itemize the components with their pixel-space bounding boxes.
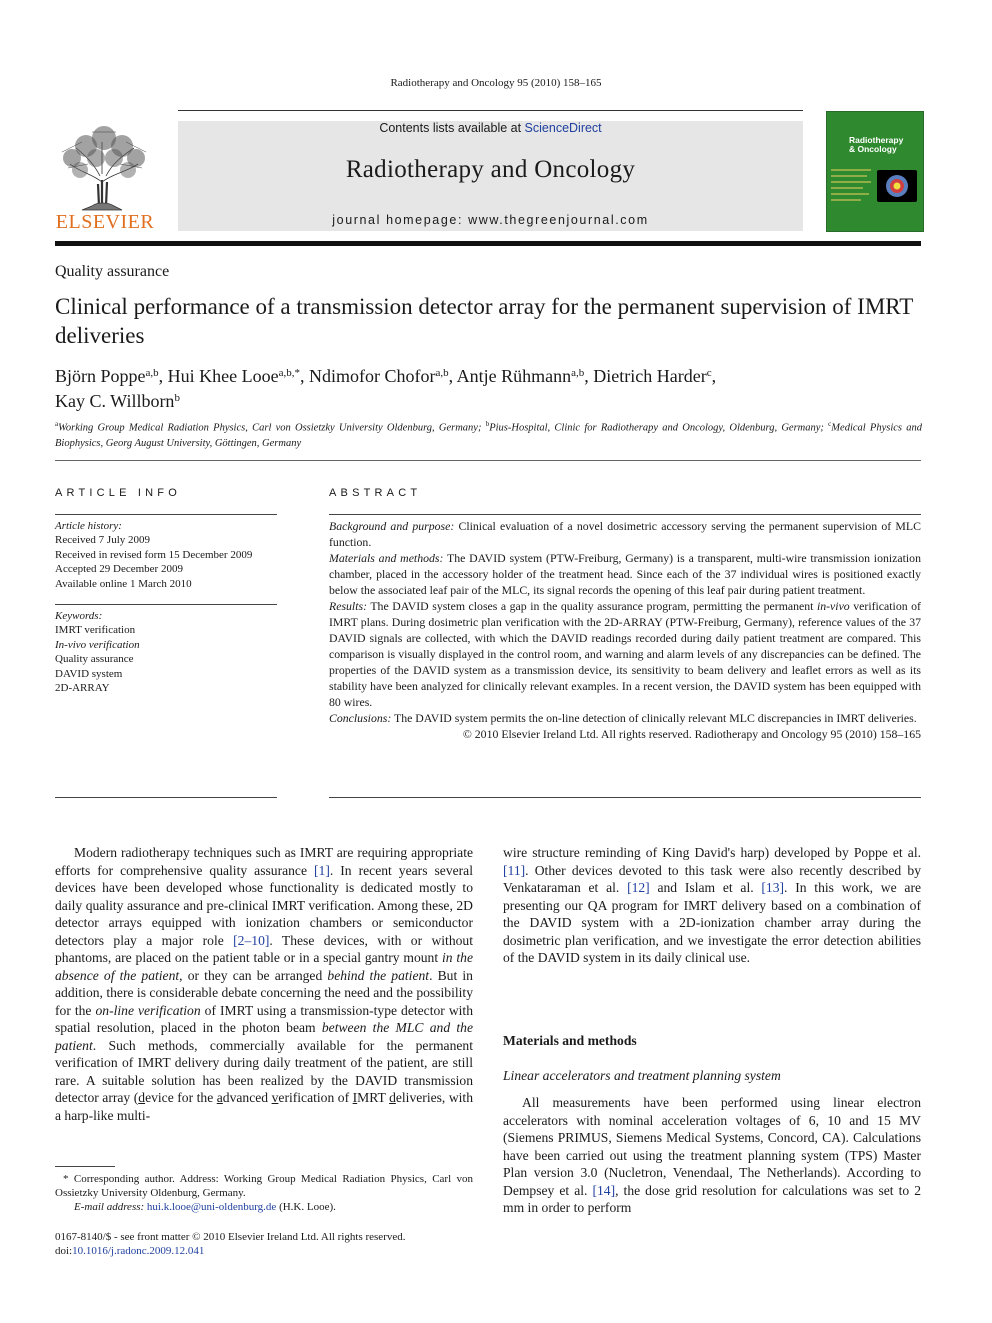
keyword: Quality assurance <box>55 653 134 666</box>
materials-methods-heading: Materials and methods <box>503 1033 637 1048</box>
journal-homepage <box>178 213 803 227</box>
cover-text-lines <box>831 168 875 208</box>
abstract-results: Results: The DAVID system closes a gap in the quality assurance program, permitting the permanent in-vivo verification of IMRT plans. During dosimetric plan verification with the 2D-ARRAY (PTW-Freiburg, Germany), reference values of the 37 DAVID signals are collected, with which the DAVID readings recorded during daily patient treatment are compared. This comparison is visually displayed in the control room, and warning and alarm levels of any discrepancies can be defined. The properties of the DAVID system as a transmission device, its sensitivity to beam delivery and leaflet errors as well as its stability have been analyzed for clinically relevant examples. In a recent version, the DAVID system has been equipped with 80 wires. <box>329 599 921 709</box>
abstract-copyright: © 2010 Elsevier Ireland Ltd. All rights reserved. Radiotherapy and Oncology 95 (2010) 158–165 <box>462 727 921 741</box>
header-top-rule <box>178 110 803 111</box>
linac-tps-subheading: Linear accelerators and treatment planning system <box>503 1068 781 1083</box>
citation-link[interactable]: [13] <box>761 880 785 895</box>
front-matter-meta <box>55 1230 406 1258</box>
abstract-conclusions: Conclusions: The DAVID system permits the on-line detection of clinically relevant MLC discrepancies in IMRT deliveries. <box>329 711 917 725</box>
citation-link[interactable]: [2–10] <box>233 932 270 948</box>
homepage-link[interactable]: www.thegreenjournal.com <box>468 213 649 227</box>
methods-paragraph: All measurements have been performed using linear electron accelerators with nominal acceleration voltages of 6, 10 and 15 MV (Siemens PRIMUS, Siemens Medical Systems, Concord, CA). Calculations have been carried out using the treatment planning system (TPS) Master Plan version 3.0 (Nucletron, Venendaal, The Netherlands). According to Dempsey et al. [14], the dose grid resolution for calculations was set to 2 mm in order to perform <box>503 1095 921 1215</box>
abstract-heading: ABSTRACT <box>329 487 422 499</box>
keyword: IMRT verification <box>55 624 136 637</box>
abstract-body <box>329 518 921 742</box>
article-section-label: Quality assurance <box>55 263 170 280</box>
history-online: Available online 1 March 2010 <box>55 577 192 590</box>
doi-line: doi:10.1016/j.radonc.2009.12.041 <box>55 1245 205 1257</box>
history-accepted: Accepted 29 December 2009 <box>55 563 183 576</box>
article-info-rule <box>55 514 277 515</box>
issn-line: 0167-8140/$ - see front matter © 2010 Elsevier Ireland Ltd. All rights reserved. <box>55 1231 406 1243</box>
author[interactable]: Hui Khee Looe$^{a,b,*}$ <box>167 366 301 386</box>
author[interactable]: Björn Poppe$^{a,b}$ <box>55 366 159 386</box>
cover-title-line-2: & Oncology <box>849 144 897 154</box>
author[interactable]: Kay C. Willborn$^b$ <box>55 391 180 411</box>
methods-paragraph-block <box>503 1094 921 1217</box>
keywords <box>55 609 277 695</box>
history-label: Article history: <box>55 520 122 532</box>
citation-link[interactable]: [12] <box>627 880 650 895</box>
running-head: Radiotherapy and Oncology 95 (2010) 158–165 <box>390 77 602 89</box>
body-left-column <box>55 844 473 1124</box>
publisher-wordmark: ELSEVIER <box>55 211 155 233</box>
keywords-rule <box>55 604 277 605</box>
author[interactable]: Dietrich Harder$^c$ <box>593 366 712 386</box>
citation-link[interactable]: [11] <box>503 862 526 878</box>
footnote-rule <box>55 1166 115 1167</box>
history-revised: Received in revised form 15 December 2009 <box>55 548 253 561</box>
citation-link[interactable]: [14] <box>592 1182 616 1198</box>
contents-line <box>178 121 803 135</box>
cover-scan-graphic <box>877 170 917 202</box>
contents-prefix: Contents lists available at <box>379 121 525 135</box>
intro-paragraph-continued: wire structure reminding of King David's harp) developed by Poppe et al. [11]. Other devices devoted to this task were also recently described by Venkataraman et al. [12] and Islam et al. [13]. In this work, we are presenting our QA program for IMRT delivery based on a combination of the DAVID system with a 2D-ionization chamber array during the dosimetric plan verification, and we investigate the error detection abilities of the DAVID system in its daily clinical use. <box>503 845 922 965</box>
keyword: In-vivo verification <box>55 638 140 651</box>
author-list: Björn Poppe$^{a,b}$, Hui Khee Looe$^{a,b,*}$, Ndimofor Chofor$^{a,b}$, Antje Rühmann$^{a,b}$, Dietrich Harder$^c$, Kay C. Willborn$^b$ <box>55 366 717 411</box>
abstract-methods: Materials and methods: The DAVID system (PTW-Freiburg, Germany) is a transparent, multi-wire transmission ionization chamber, placed in the accessory holder of the treatment head. Since each of the 37 individual wires is positioned exactly below the associated leaf pair of the MLC, its signal records the opening of this leaf pair during patient treatment. <box>329 551 921 597</box>
journal-cover-thumbnail[interactable] <box>826 111 924 232</box>
cover-scan-image <box>877 170 917 202</box>
abstract-background: Background and purpose: Clinical evaluation of a novel dosimetric accessory serving the permanent supervision of MLC function. <box>329 519 921 549</box>
affiliations: $^a$Working Group Medical Radiation Physics, Carl von Ossietzky University Oldenburg, Germany; $^b$Pius-Hospital, Clinic for Radiotherapy and Oncology, Oldenburg, Germany; $^c$Medical Physics and Biophysics, Georg August University, Göttingen, Germany <box>55 420 923 449</box>
article-info-heading: ARTICLE INFO <box>55 487 181 499</box>
homepage-prefix: journal homepage: <box>332 213 469 227</box>
author[interactable]: Ndimofor Chofor$^{a,b}$ <box>309 366 449 386</box>
doi-link[interactable]: 10.1016/j.radonc.2009.12.041 <box>72 1245 205 1257</box>
affiliation-rule <box>55 460 921 461</box>
article-info-bottom-rule <box>55 797 277 798</box>
author[interactable]: Antje Rühmann$^{a,b}$ <box>456 366 585 386</box>
email-link[interactable]: hui.k.looe@uni-oldenburg.de <box>146 1201 277 1213</box>
intro-paragraph: Modern radiotherapy techniques such as IMRT are requiring appropriate efforts for comprehensive quality assurance [1]. In recent years several devices have been developed whose functionality is dedicated mostly to daily quality assurance and pre-clinical IMRT verification. Among these, 2D detector arrays equipped with ionization chambers or semiconductor detectors play a major role [2–10]. These devices, with or without phantoms, are placed on the patient table or in a special gantry mount in the absence of the patient, or they can be arranged behind the patient. But in addition, there is considerable debate concerning the need and the possibility for the on-line verification of IMRT using a transmission-type detector with spatial resolution, placed in the photon beam between the MLC and the patient. Such methods, commercially available for the permanent verification of IMRT delivery during daily treatment of the patient, are still rare. A suitable solution has been realized by the DAVID transmission detector array (device for the advanced verification of IMRT deliveries, with a harp-like multi- <box>55 845 474 1123</box>
cover-title <box>849 136 919 154</box>
sciencedirect-link[interactable]: ScienceDirect <box>524 121 602 135</box>
keyword: 2D-ARRAY <box>55 682 110 695</box>
abstract-bottom-rule <box>329 797 921 798</box>
cover-title-line-1: Radiotherapy <box>849 135 904 145</box>
keywords-label: Keywords: <box>55 610 103 622</box>
history-received: Received 7 July 2009 <box>55 534 151 547</box>
abstract-rule <box>329 514 921 515</box>
corresponding-author-footnote: * Corresponding author. Address: Working Group Medical Radiation Physics, Carl von Ossietzky University Oldenburg, Germany. E-mail address: hui.k.looe@uni-oldenburg.de (H.K. Looe). <box>55 1173 473 1213</box>
citation-link[interactable]: [1] <box>314 862 330 878</box>
paper-title: Clinical performance of a transmission detector array for the permanent supervision of IMRT deliveries <box>55 294 913 348</box>
keyword: DAVID system <box>55 667 123 680</box>
journal-title: Radiotherapy and Oncology <box>345 156 636 183</box>
body-right-column <box>503 844 921 967</box>
header-thick-rule <box>55 241 921 246</box>
article-history <box>55 519 277 591</box>
